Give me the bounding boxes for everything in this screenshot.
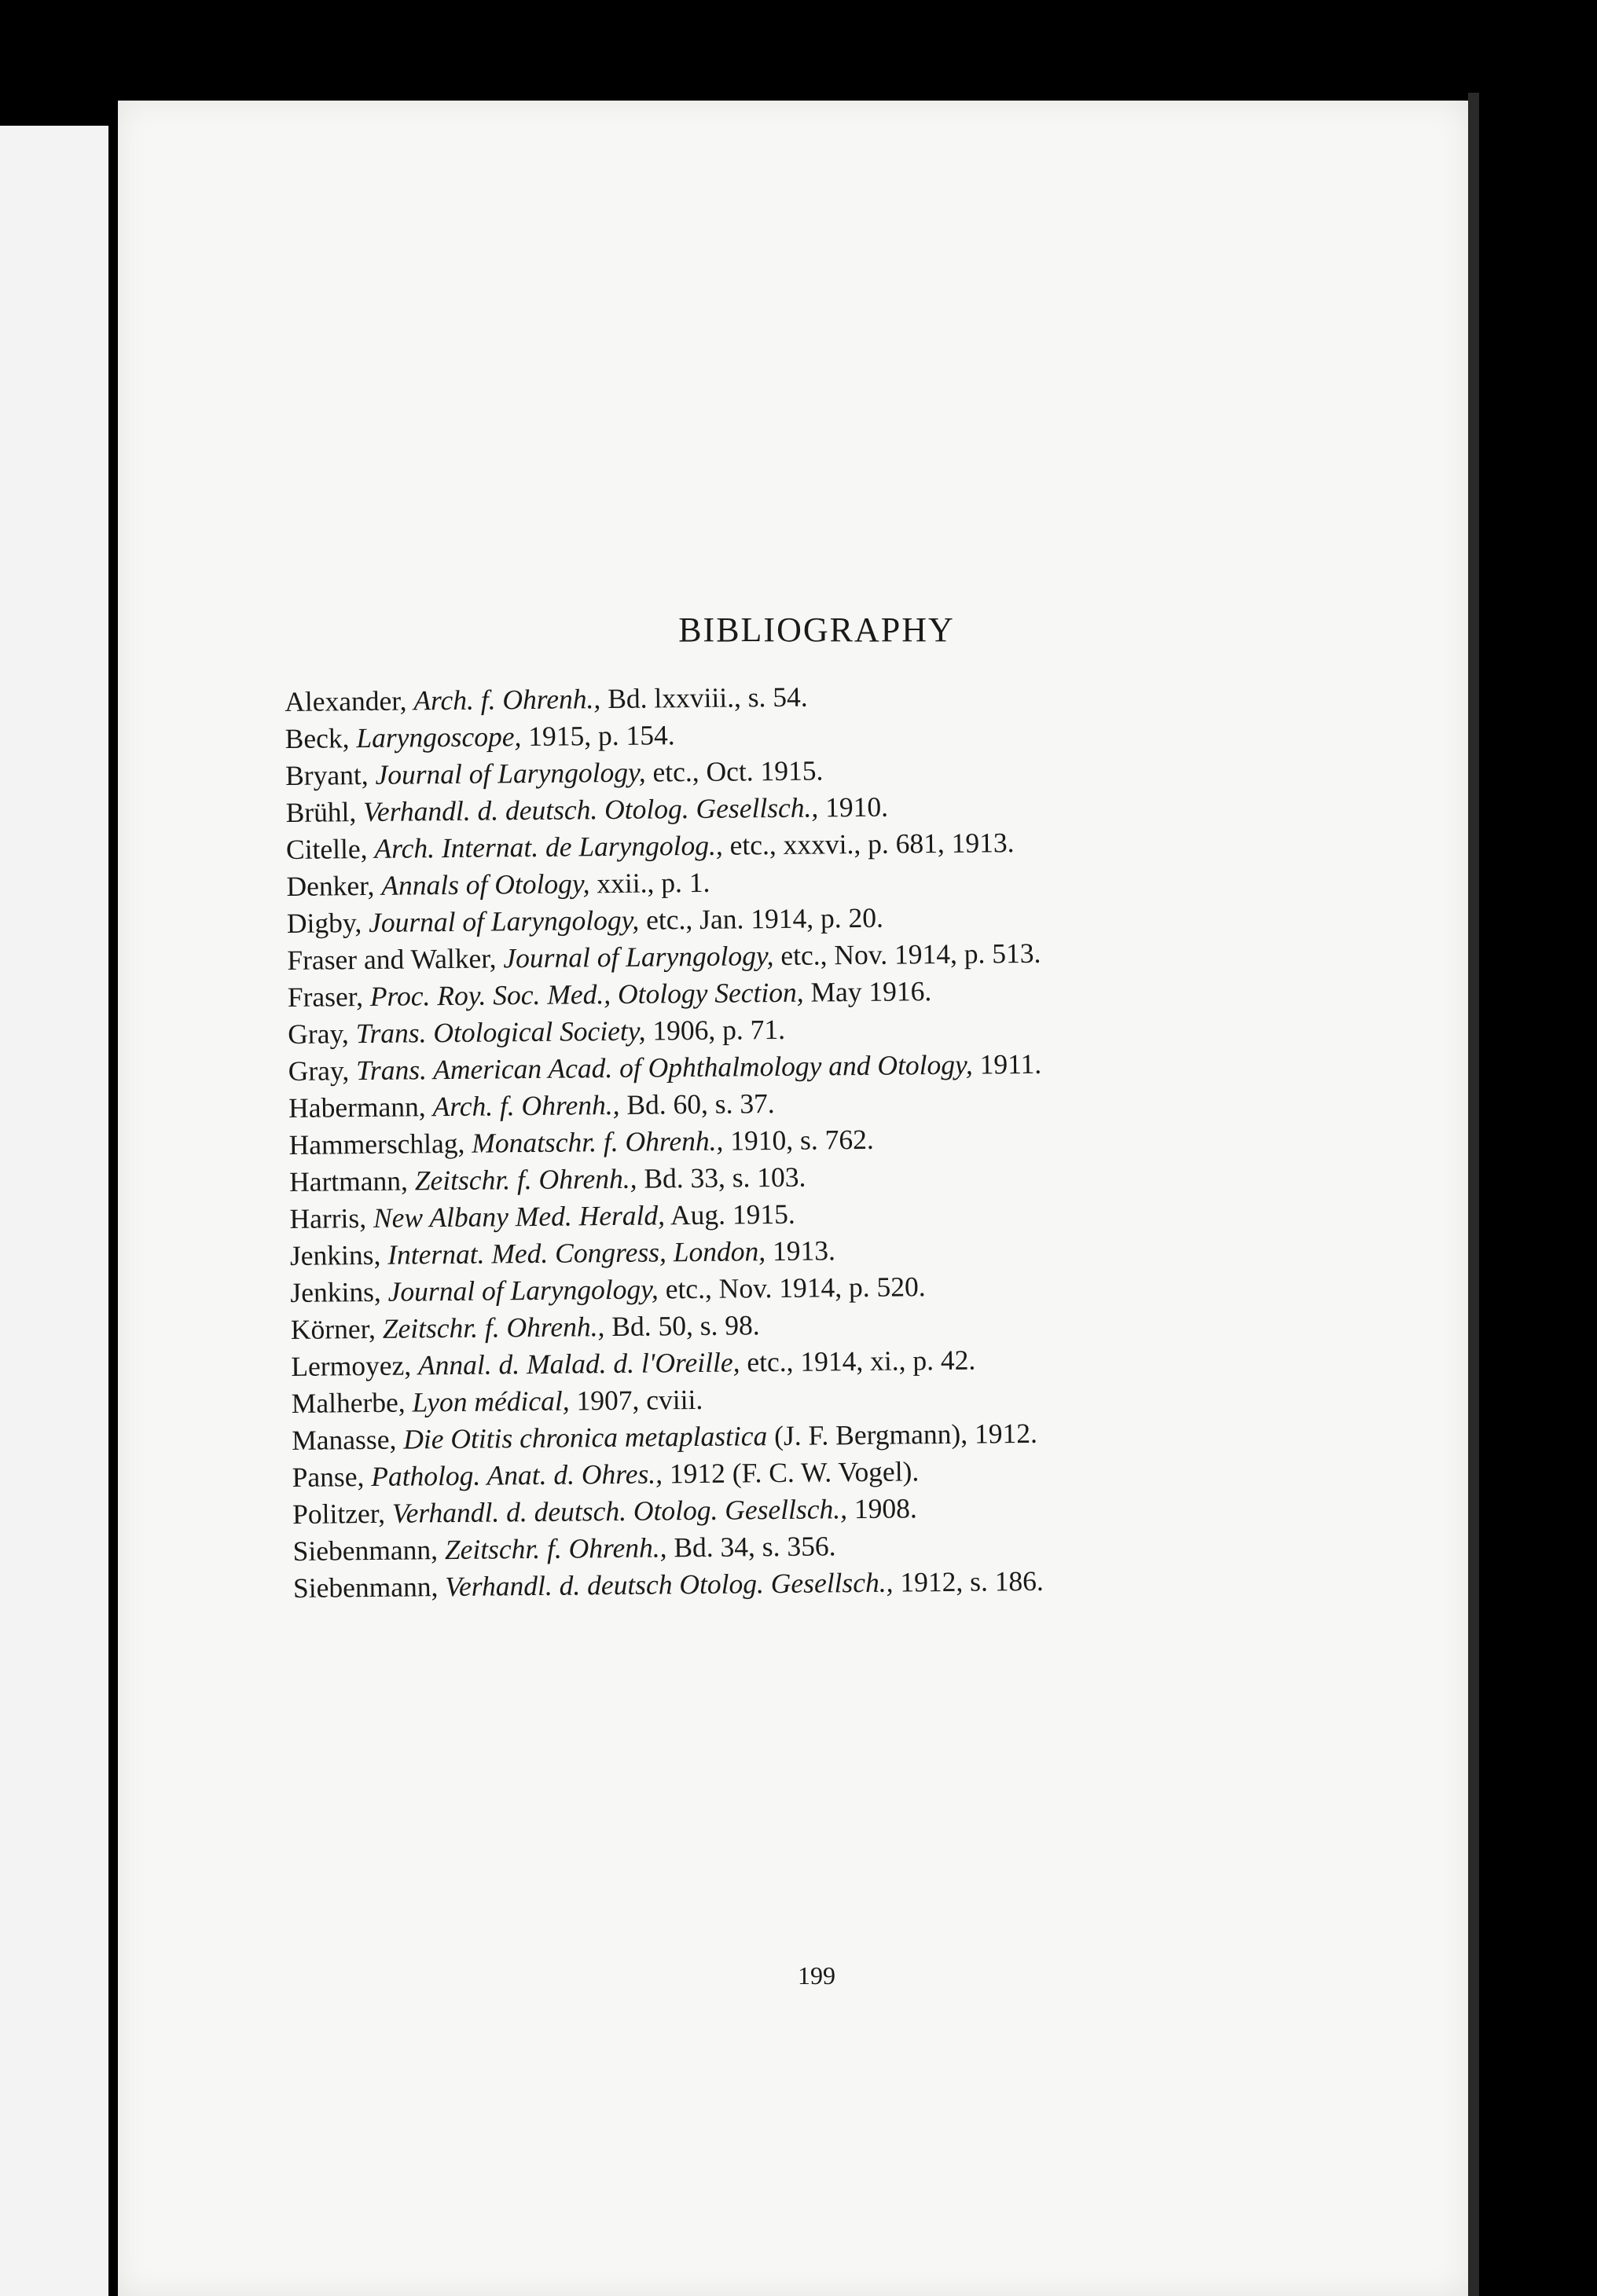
entry-source: Annal. d. Malad. d. l'Oreille, xyxy=(417,1346,740,1381)
entry-details: 1906, p. 71. xyxy=(652,1013,786,1047)
entry-source: Annals of Otology, xyxy=(381,867,590,901)
entry-author: Körner, xyxy=(290,1312,376,1345)
entry-source: Journal of Laryngology, xyxy=(368,904,640,938)
entry-author: Malherbe, xyxy=(291,1386,406,1419)
entry-source: Verhandl. d. deutsch Otolog. Gesellsch., xyxy=(445,1566,894,1603)
entry-author: Digby, xyxy=(286,907,362,939)
entry-author: Beck, xyxy=(285,722,350,754)
entry-source: Verhandl. d. deutsch. Otolog. Gesellsch., xyxy=(363,791,819,828)
page-number: 199 xyxy=(798,1961,835,1990)
page-title: BIBLIOGRAPHY xyxy=(678,611,955,649)
entry-details: 1913. xyxy=(772,1234,836,1267)
entry-author: Hartmann, xyxy=(288,1165,409,1198)
facing-page-edge xyxy=(0,126,108,2296)
entry-source: Journal of Laryngology, xyxy=(503,940,774,974)
entry-author: Panse, xyxy=(292,1461,365,1493)
entry-author: Politzer, xyxy=(292,1497,386,1530)
entry-source: Zeitschr. f. Ohrenh., xyxy=(414,1162,637,1197)
entry-details: 1911. xyxy=(979,1047,1042,1080)
entry-details: etc., xxxvi., p. 681, 1913. xyxy=(729,827,1015,861)
entry-details: 1910, s. 762. xyxy=(730,1123,874,1157)
entry-source: Zeitschr. f. Ohrenh., xyxy=(444,1531,667,1566)
entry-author: Brühl, xyxy=(285,796,357,828)
entry-author: Lermoyez, xyxy=(291,1349,412,1382)
entry-author: Manasse, xyxy=(292,1423,397,1456)
entry-author: Gray, xyxy=(288,1054,350,1087)
entry-author: Bryant, xyxy=(285,758,369,791)
entry-details: 1912, s. 186. xyxy=(900,1564,1044,1598)
entry-author: Siebenmann, xyxy=(292,1571,439,1604)
entry-source: Patholog. Anat. d. Ohres., xyxy=(371,1458,663,1492)
entry-source: New Albany Med. Herald, xyxy=(373,1199,666,1234)
entry-source: Monatschr. f. Ohrenh., xyxy=(472,1124,724,1159)
entry-author: Hammerschlag, xyxy=(288,1127,465,1161)
entry-details: 1908. xyxy=(854,1492,917,1525)
entry-author: Siebenmann, xyxy=(292,1534,439,1567)
entry-author: Fraser, xyxy=(287,981,364,1013)
entry-author: Citelle, xyxy=(285,832,368,865)
entry-details: Aug. 1915. xyxy=(670,1198,795,1231)
entry-details: etc., 1914, xi., p. 42. xyxy=(747,1344,976,1378)
entry-source: Internat. Med. Congress, London, xyxy=(387,1235,766,1271)
bibliography-list xyxy=(285,673,1393,1607)
entry-source: Die Otitis chronica metaplastica xyxy=(403,1420,768,1455)
book-page xyxy=(118,101,1468,2296)
entry-author: Denker, xyxy=(286,869,375,902)
entry-details: xxii., p. 1. xyxy=(597,866,710,900)
entry-details: Bd. 50, s. 98. xyxy=(611,1309,760,1343)
entry-source: Journal of Laryngology, xyxy=(375,756,646,790)
entry-source: Arch. Internat. de Laryngolog., xyxy=(374,829,723,864)
entry-details: 1912 (F. C. W. Vogel). xyxy=(669,1455,920,1490)
entry-details: 1915, p. 154. xyxy=(528,719,675,753)
entry-details: etc., Nov. 1914, p. 513. xyxy=(780,937,1041,971)
page-right-edge xyxy=(1468,93,1479,2296)
entry-source: Arch. f. Ohrenh., xyxy=(413,683,601,717)
entry-source: Arch. f. Ohrenh., xyxy=(432,1088,620,1123)
entry-source: Lyon médical, xyxy=(412,1385,570,1418)
entry-details: Bd. 33, s. 103. xyxy=(644,1161,806,1194)
entry-author: Jenkins, xyxy=(289,1238,381,1271)
entry-details: Bd. 60, s. 37. xyxy=(626,1087,775,1120)
entry-author: Habermann, xyxy=(288,1091,426,1124)
entry-source: Verhandl. d. deutsch. Otolog. Gesellsch., xyxy=(391,1493,848,1529)
entry-source: Zeitschr. f. Ohrenh., xyxy=(382,1311,605,1344)
book-gutter xyxy=(108,126,118,2296)
entry-details: 1907, cviii. xyxy=(576,1383,703,1417)
entry-details: etc., Jan. 1914, p. 20. xyxy=(645,901,884,936)
entry-details: Bd. 34, s. 356. xyxy=(674,1530,836,1564)
entry-source: Proc. Roy. Soc. Med., Otology Section, xyxy=(369,976,804,1012)
entry-details: etc., Oct. 1915. xyxy=(652,754,824,788)
entry-details: May 1916. xyxy=(810,975,932,1008)
entry-details: (J. F. Bergmann), 1912. xyxy=(773,1417,1038,1452)
entry-details: 1910. xyxy=(824,790,889,823)
entry-author: Alexander, xyxy=(285,684,407,717)
entry-source: Journal of Laryngology, xyxy=(387,1273,659,1308)
entry-source: Trans. Otological Society, xyxy=(355,1014,646,1050)
entry-author: Gray, xyxy=(288,1018,350,1050)
entry-source: Trans. American Acad. of Ophthalmology and Otology, xyxy=(355,1048,973,1087)
entry-source: Laryngoscope, xyxy=(356,721,522,754)
entry-author: Jenkins, xyxy=(290,1275,382,1308)
entry-details: etc., Nov. 1914, p. 520. xyxy=(665,1271,926,1305)
entry-author: Fraser and Walker, xyxy=(287,942,497,976)
entry-author: Harris, xyxy=(289,1202,367,1234)
entry-details: Bd. lxxviii., s. 54. xyxy=(608,680,808,715)
